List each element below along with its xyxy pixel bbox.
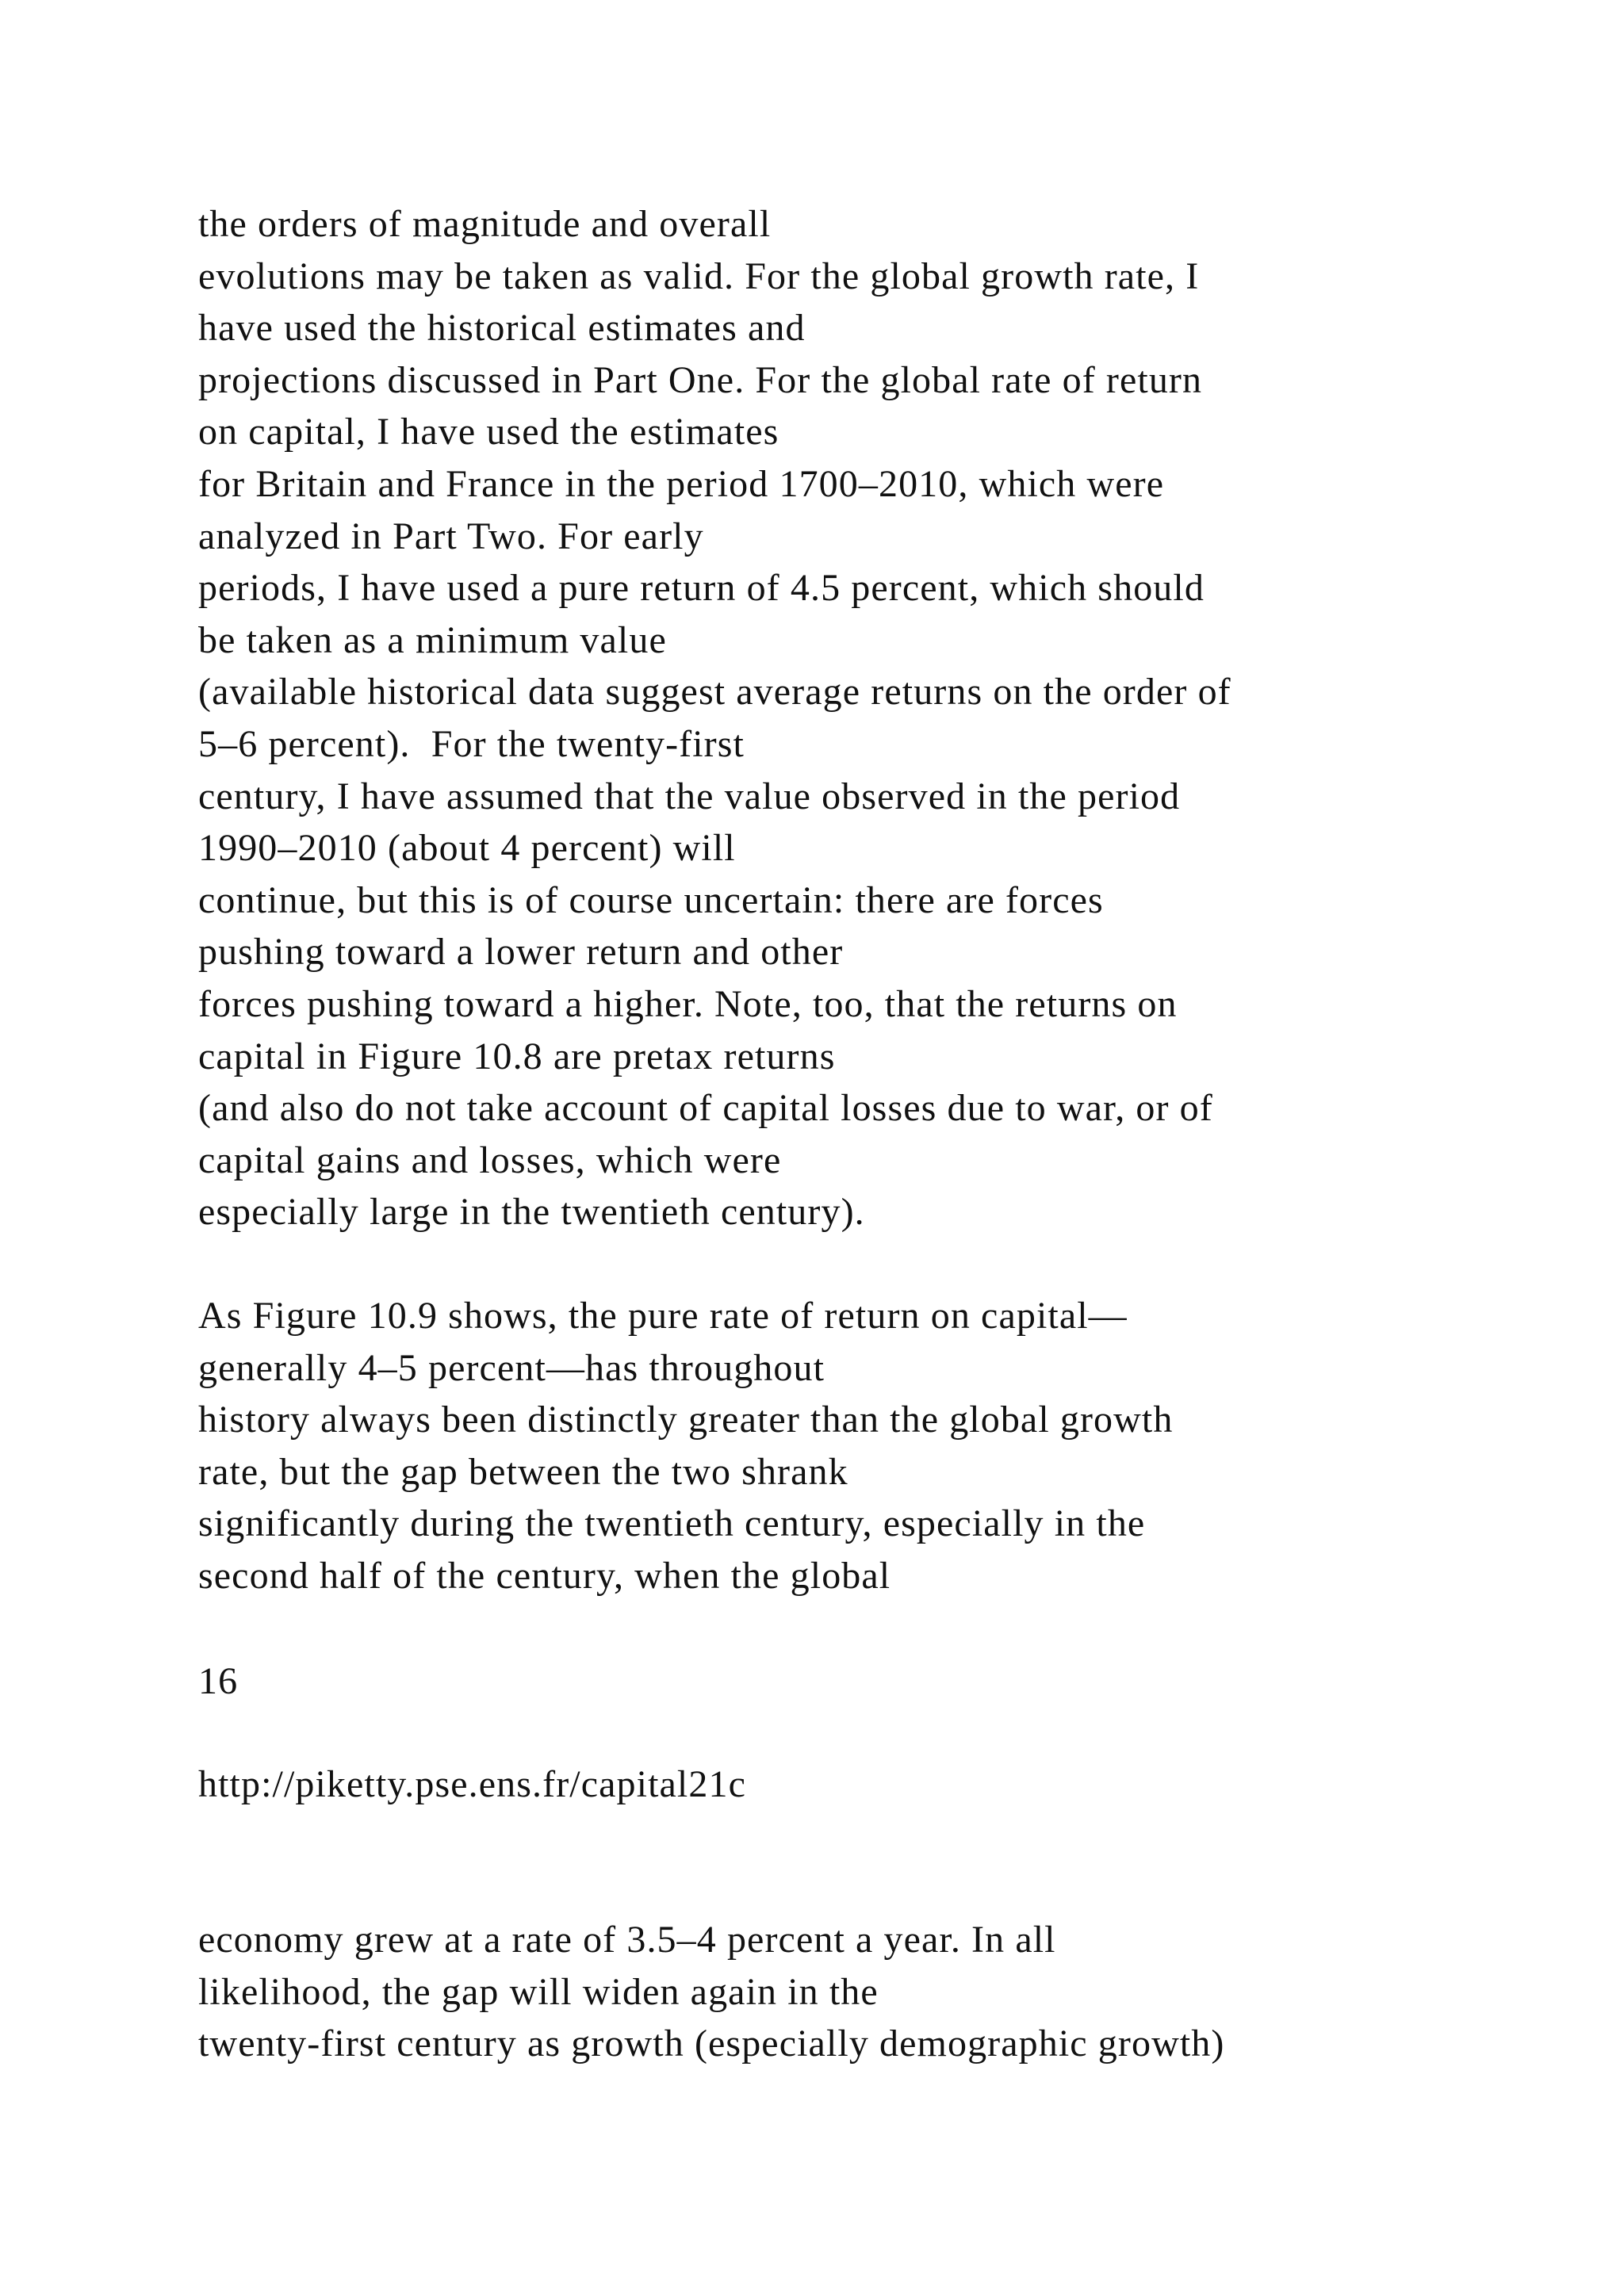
text-line: history always been distinctly greater than the global growth [198,1399,1174,1441]
text-line: As Figure 10.9 shows, the pure rate of return on capital— [198,1295,1128,1337]
paragraph-2 [198,1290,1546,1602]
text-line: projections discussed in Part One. For the global rate of return [198,358,1203,401]
text-line: 5–6 percent). For the twenty-first [198,722,745,765]
text-line: be taken as a minimum value [198,618,667,661]
text-line: analyzed in Part Two. For early [198,515,704,557]
text-line: continue, but this is of course uncertain: there are forces [198,878,1104,921]
text-line: periods, I have used a pure return of 4.5 percent, which should [198,567,1205,610]
paragraph-1 [198,198,1546,1238]
text-line: pushing toward a lower return and other [198,931,844,974]
source-url-text: http://piketty.pse.ens.fr/capital21c [198,1763,746,1805]
text-line: (available historical data suggest average returns on the order of [198,671,1231,714]
text-line: century, I have assumed that the value observed in the period [198,775,1181,817]
page-number-text: 16 [198,1660,239,1702]
text-line: especially large in the twentieth century). [198,1191,865,1234]
text-line: forces pushing toward a higher. Note, too, that the returns on [198,982,1178,1025]
page-number [198,1655,1546,1708]
text-line: on capital, I have used the estimates [198,411,779,453]
text-line: rate, but the gap between the two shrank [198,1450,848,1493]
text-line: economy grew at a rate of 3.5–4 percent a year. In all [198,1919,1056,1961]
text-line: have used the historical estimates and [198,307,806,350]
text-line: twenty-first century as growth (especially demographic growth) [198,2022,1225,2065]
text-line: likelihood, the gap will widen again in the [198,1970,879,2013]
text-line: for Britain and France in the period 1700–2010, which were [198,462,1165,505]
text-line: second half of the century, when the global [198,1554,891,1597]
text-line: capital gains and losses, which were [198,1138,782,1181]
text-line: evolutions may be taken as valid. For the global growth rate, I [198,254,1200,297]
text-line: the orders of magnitude and overall [198,203,772,245]
source-url [198,1758,1546,1811]
text-line: generally 4–5 percent—has throughout [198,1346,825,1389]
text-line: capital in Figure 10.8 are pretax returns [198,1035,836,1077]
text-line: (and also do not take account of capital losses due to war, or of [198,1087,1213,1130]
text-line: 1990–2010 (about 4 percent) will [198,827,736,870]
text-line: significantly during the twentieth century, especially in the [198,1502,1146,1545]
paragraph-3 [198,1914,1546,2070]
